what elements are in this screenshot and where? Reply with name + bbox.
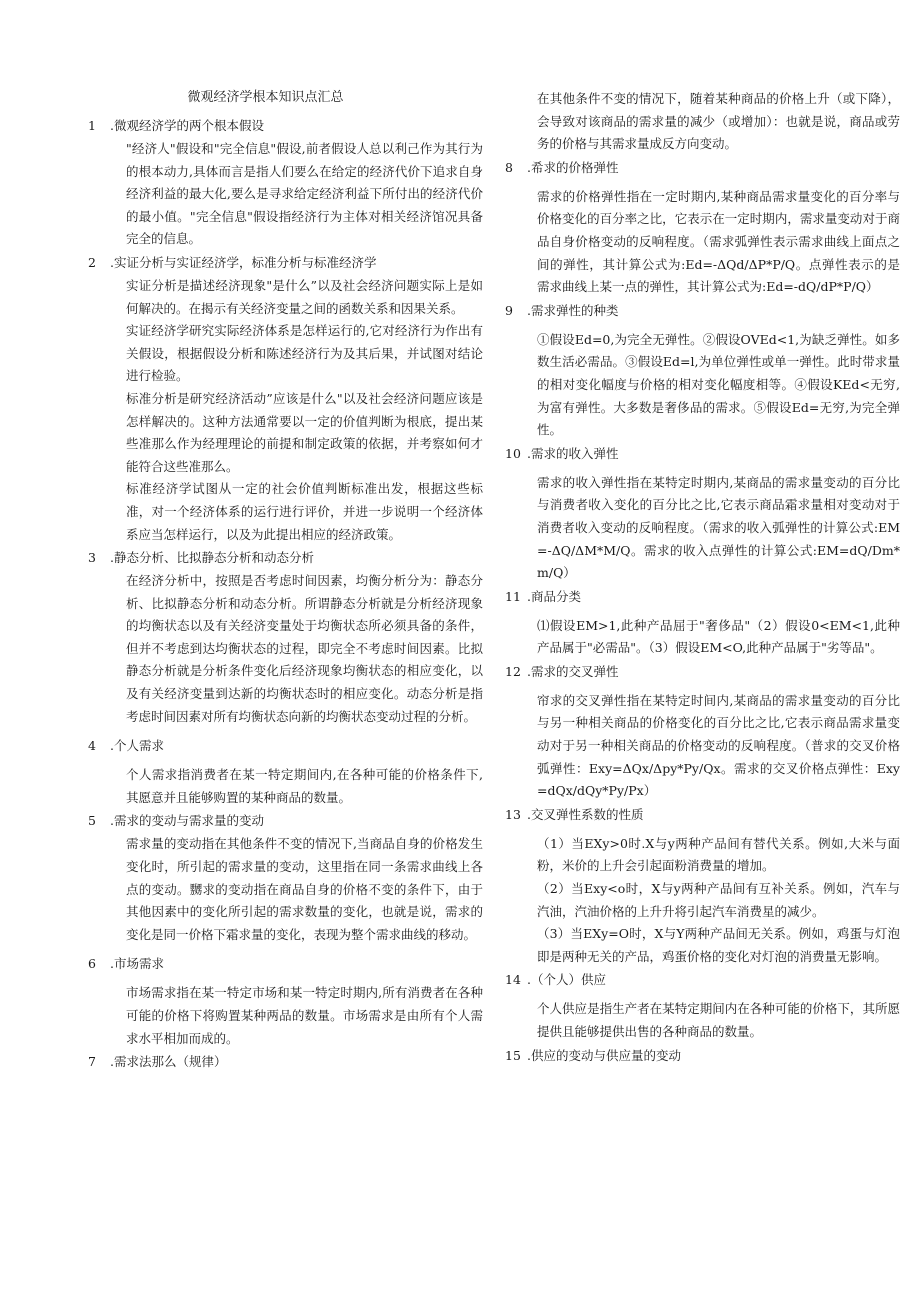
section-heading: 12 .需求的交叉弹性	[505, 663, 619, 679]
section-6	[88, 952, 483, 1050]
paragraph: （1）当EXy>0时.X与y两种产品间有替代关系。例如,大米与面粉，米价的上升会引起面粉消费量的增加。	[537, 835, 900, 874]
section-heading: 11 .商品分类	[505, 588, 581, 604]
section-heading: 4 .个人需求	[88, 738, 164, 754]
paragraph: 在经济分析中，按照是否考虑时间因素，均衡分析分为：静态分析、比拟静态分析和动态分析。所谓静态分析就是分析经济现象的均衡状态以及有关经济变量处于均衡状态所必须具备的条件，但并不考虑到达均衡状态的过程，即完全不考虑时间因素。比拟静态分析就是分析条件变化后经济现象均衡状态的相应变化，以及有关经济变量到达新的均衡状态时的相应变化。动态分析是指考虑时间因素对所有均衡状态向新的均衡状态变动过程的分析。	[126, 573, 483, 724]
document-title: 微观经济学根本知识点汇总	[187, 90, 344, 105]
paragraph: （2）当Exy<o时，X与y两种产品间有互补关系。例如，汽车与汽油，汽油价格的上升升将引起汽车消费星的减少。	[537, 881, 900, 919]
section-heading: 1 .微观经济学的两个根本假设	[88, 118, 264, 133]
section-1	[88, 114, 483, 251]
section-5	[88, 809, 483, 946]
left-column	[88, 88, 483, 1074]
section-heading: 5 .需求的变动与需求量的变动	[88, 813, 264, 829]
section-9	[505, 299, 900, 442]
paragraph: "经济人"假设和"完全信息"假设,前者假设人总以利己作为其行为的根本动力,具体而言是指人们要么在给定的经济代价下追求自身经济利益的最大化,要么是寻求给定经济利益下所付出的经济代价的最小值。"完全信息"假设指经济行为主体对相关经济馆况具备完全的信息。	[126, 141, 483, 247]
paragraph: 标准分析是研究经济活动”应该是什么"以及社会经济问题应该是怎样解决的。这种方法通常要以一定的价值判断为根底，提出某些准那么作为经理理论的前提和制定政策的依据，并考察如何才能符合这些准那么。	[126, 390, 483, 474]
paragraph: 个人需求指消费者在某一特定期间内,在各种可能的价格条件下,其愿意并且能够购置的某种商品的数量。	[126, 767, 483, 805]
section-8	[505, 156, 900, 299]
section-11	[505, 585, 900, 660]
section-heading: 3 .静态分析、比拟静态分析和动态分析	[88, 550, 314, 566]
paragraph: 标准经济学试图从一定的社会价值判断标准出发，根据这些标准，对一个经济体系的运行进行评价，并进一步说明一个经济体系应当怎样运行，以及为此提出相应的经济政策。	[126, 481, 483, 542]
section-15	[505, 1044, 900, 1068]
paragraph: 在其他条件不变的情况下，随着某种商品的价格上升（或下降），会导致对该商品的需求量的减少（或增加）：也就是说，商品或劳务的价格与其需求量成反方向变动。	[537, 91, 900, 152]
paragraph: 实证分析是描述经济现象"是什么”以及社会经济问题实际上是如何解决的。在揭示有关经济变量之间的函数关系和因果关系。	[126, 277, 483, 316]
section-12	[505, 660, 900, 803]
paragraph: （3）当EXy=O时，X与Y两种产品间无关系。例如，鸡蛋与灯泡即是两种无关的产品，鸡蛋价格的变化对灯泡的消费量无影响。	[537, 926, 900, 964]
section-heading: 7 .需求法那么（规律）	[88, 1054, 227, 1070]
section-4	[88, 734, 483, 809]
section-heading: 8 .希求的价格弹性	[505, 159, 619, 175]
paragraph: 帘求的交叉弹性指在某特定时间内,某商品的需求量变动的百分比与另一种相关商品的价格变化的百分比之比,它表示商品需求量变动对于另一种相关商品的价格变动的反响程度。（普求的交叉价格弧弹性：Exy=ΔQx/Δpy*Py/Qx。需求的交叉价格点弹性：Exy=dQx/dQy*Py/Px）	[537, 692, 900, 799]
section-heading: 15 .供应的变动与供应量的变动	[505, 1047, 681, 1063]
right-column	[505, 88, 900, 1068]
paragraph: 需求的价格弹性指在一定时期内,某种商品需求量变化的百分率与价格变化的百分率之比，它表示在一定时期内，需求量变动对于商品自身价格变动的反响程度。（需求弧弹性表示需求曲线上面点之间的弹性，其计算公式为:Ed=-ΔQd/ΔP*P/Q。点弹性表示的是需求曲线上某一点的弹性，其计算公式为:Ed=-dQ/dP*P/Q）	[537, 188, 900, 295]
section-heading: 13 .交叉弹性系数的性质	[505, 806, 644, 822]
paragraph: 需求量的变动指在其他条件不变的情况下,当商品自身的价格发生变化时，所引起的需求量的变动，这里指在同一条需求曲线上各点的变动。嬲求的变动指在商品自身的价格不变的条件下，由于其他因素中的变化所引起的需求数量的变化，也就是说，需求的变化是同一价格下霜求量的变化，表现为整个需求曲线的移动。	[126, 836, 483, 942]
section-heading: 10 .需求的收入弹性	[505, 445, 619, 461]
paragraph: ⑴假设EM>1,此种产品屈于"奢侈品"（2）假设0<EM<1,此种产品属于"必需品"。（3）假设EM<O,此种产品属于"劣等品"。	[537, 617, 900, 656]
section-3	[88, 546, 483, 728]
paragraph: 需求的收入弹性指在某特定时期内,某商品的需求量变动的百分比与消费者收入变化的百分比之比,它表示商品霜求量相对变动对于消费者收入变动的反响程度。（需求的收入弧弹性的计算公式:EM=-ΔQ/ΔM*M/Q。需求的收入点弹性的计算公式:EM=dQ/Dm*m/Q）	[537, 474, 900, 581]
section-heading: 14 .（个人）供应	[505, 972, 606, 988]
section-heading: 2 .实证分析与实证经济学，标准分析与标准经济学	[88, 254, 377, 270]
paragraph: 个人供应是指生产者在某特定期间内在各种可能的价格下，其所愿提供且能够提供出售的各种商品的数量。	[537, 1001, 900, 1039]
section-heading: 9 .需求弹性的种类	[505, 302, 619, 318]
paragraph: 市场需求指在某一特定市场和某一特定时期内,所有消费者在各种可能的价格下将购置某种两品的数量。市场需求是由所有个人需求水平相加而成的。	[126, 985, 483, 1046]
section-2	[88, 251, 483, 546]
section-7	[88, 1050, 483, 1074]
section-heading: 6 .市场需求	[88, 956, 164, 972]
paragraph: ①假设Ed=0,为完全无弹性。②假设OVEd<1,为缺乏弹性。如多数生活必需品。③假设Ed=l,为单位弹性或单一弹性。此时带求量的相对变化幅度与价格的相对变化幅度相等。④假设KEd<无穷,为富有弹性。大多数是奢侈品的需求。⑤假设Ed=无穷,为完全弹性。	[537, 331, 900, 438]
section-13	[505, 803, 900, 969]
section-10	[505, 442, 900, 585]
section-14	[505, 968, 900, 1043]
paragraph: 实证经济学研究实际经济体系是怎样运行的,它对经济行为作出有关假设，根据假设分析和陈述经济行为及其后果，并试图对结论进行检验。	[126, 323, 483, 384]
